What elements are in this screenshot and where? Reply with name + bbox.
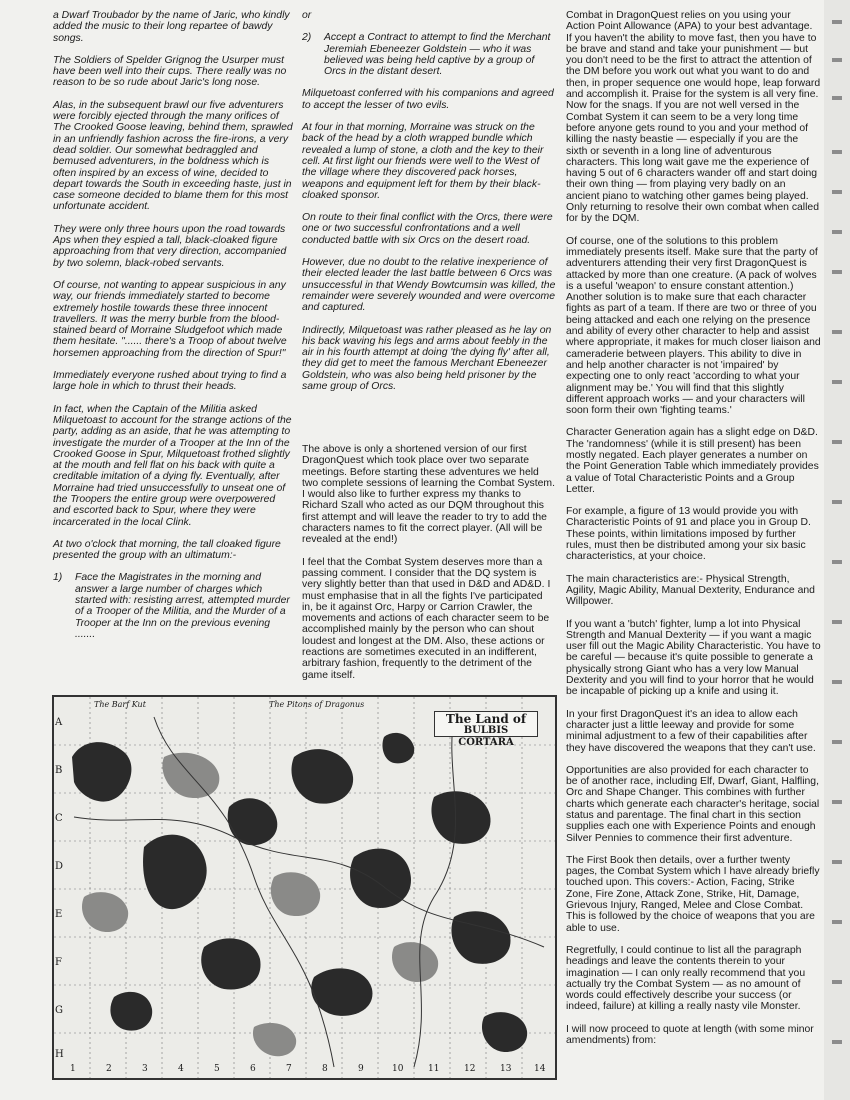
list-number: 1) [53,572,63,584]
paragraph: Regretfully, I could continue to list all the paragraph headings and leave the contents therein to your imagination — I can only really recommend that you actually try the Combat System — as no amount of words could effectively describe your success (or indeed, failure) at killing a really nasty vile Monster. [566,944,806,1013]
paragraph: They were only three hours upon the road towards Aps when they espied a tall, black-cloaked figure approaching from that very direction, accompanied by two solemn, black-robed servants. [53,223,287,269]
paragraph: Of course, not wanting to appear suspicious in any way, our friends immediately started to become extremely hostile towards these three innocent travellers. It was the merry burble from the blood-stained beard of Morraine Sludgefoot which made them hesitate. "...... there's a Troop of about twelve horsemen approaching from the direction of Spur!" [53,279,287,359]
paragraph: Milquetoast conferred with his companions and agreed to accept the lesser of two evils. [302,88,554,111]
map-title-line2: BULBIS CORTARA [458,725,514,748]
col-label: 7 [286,1064,292,1074]
paragraph: I feel that the Combat System deserves more than a passing comment. I consider that the DQ system is very slightly better than that used in D&D and AD&D. I must emphasise that in all the fights I've participated in, be it against Orc, Harpy or Carrion Crawler, the movements and actions of each character seem to be accomplished mainly by the person who can shout loudest and longest at the DM. Also, these actions or reactions are sometimes executed in an indifferent, arbitrary fashion, frequently to the detriment of the game itself. [302,556,551,681]
paragraph: At two o'clock that morning, the tall cloaked figure presented the group with an ultimatum:- [53,538,281,562]
col-label: 8 [322,1064,328,1074]
paragraph: The above is only a shortened version of our first DragonQuest which took place over two separate meetings. Before starting these adventures we held two complete sessions of learning the Combat System. I would also like to further express my thanks to Richard Szall who acted as our DQM throughout this first attempt and will leave the reader to try to add the characters names to fit the correct player. (All will be revealed at the end!) [302,444,555,546]
map-title-line1: The Land of [445,712,527,726]
paragraph: Immediately everyone rushed about trying to find a large hole in which to thrust their heads. [53,370,287,393]
row-label: H [55,1049,64,1060]
paragraph: Opportunities are also provided for each character to be of another race, including Elf, Dwarf, Giant, Halfling, Orc and Shape Changer. This combines with further charts which generate each character's heritage, social status and parentage. The final chart in this section supplies each one with Experience Points and enough Silver Pennies to commence their first adventure. [566,764,820,844]
list-number: 2) [302,32,312,44]
paragraph: At four in that morning, Morraine was struck on the back of the head by a cloth wrapped bundle which revealed a lump of stone, a cloth and the key to their cell. At first light our friends were well to the West of the village where they discovered pack horses, weapons and equipment left for them by their black-cloaked sponsor. [302,122,544,201]
list-item [53,572,293,640]
col-label: 12 [464,1064,476,1074]
row-label: B [55,765,63,776]
column-middle-review [302,444,556,692]
paragraph: In fact, when the Captain of the Militia asked Milquetoast to account for the strange actions of the party, adding as an aside, that he was attempting to investigate the murder of a Trooper at the Inn of the Crooked Goose in Spur, Milquetoast frothed slightly at the mouth and fell flat on his back with quite a creditable imitation of a dying fly. Eventually, after Morraine had tried unsuccessfully to unseat one of the Troopers the entire group were overpowered and escorted back to Spur, where they were incarcerated in the local Clink. [53,403,292,528]
col-label: 5 [214,1064,220,1074]
paragraph: Character Generation again has a slight edge on D&D. The 'randomness' (while it is still present) has been mostly negated. Each player generates a number on the Point Generation Table which immediately provides a value of Total Characteristic Points and a Group Letter. [566,427,819,495]
row-label: F [55,957,62,968]
paragraph: a Dwarf Troubador by the name of Jaric, who kindly added the music to their long repartee of bawdy songs. [53,10,290,44]
col-label: 9 [358,1064,364,1074]
paragraph: Indirectly, Milquetoast was rather pleased as he lay on his back waving his legs and arms about feebly in the air in his fourth attempt at doing 'the dying fly' after all, they did get to meet the famous Merchant Ebeneezer Goldstein, who was also being held prisoner by the same group of Orcs. [302,324,552,393]
paragraph: For example, a figure of 13 would provide you with Characteristic Points of 91 and place you in Group D. These points, within limitations imposed by further rules, must then be distributed among your six basic characteristics, at your choice. [566,506,811,563]
paragraph: I will now proceed to quote at length (with some minor amendments) from: [566,1023,814,1047]
row-label: D [55,861,64,872]
map-column-labels [54,1064,555,1076]
col-label: 10 [392,1064,404,1074]
col-label: 6 [250,1064,256,1074]
column-left [53,10,293,651]
paragraph: Alas, in the subsequent brawl our five adventurers were forcibly ejected through the many orifices of The Crooked Goose leaving, behind them, sprawled in an unfriendly fashion across the fire-irons, a very dead soldier. Our somewhat bedraggled and bemused adventurers, in the boldness which is often inspired by an excess of wine, decided to depart towards the South in exceeding haste, just in case someone decided to blame them for this most unfortunate accident. [53,99,293,213]
list-item [302,32,556,77]
row-label: C [55,813,63,824]
map-row-labels [53,697,67,1078]
paragraph: Combat in DragonQuest relies on you using your Action Point Allowance (APA) to your best advantage. If you haven't the ability to move fast, then you have to be brave and stand and take your punishment — but you don't need to be the first to attract the attention of the DM before you work out what you want to do and then, in proper sequence one would hope, leap forward and accomplish it. Praise for the system is all very fine. Now for the snags. If you are not well versed in the Combat System it can seem to be a very long time before anyone gets round to you and your method of killing the nasty beastie — especially if you are the sixth or seventh in a long line of adventurous characters. This long wait gave me the experience of having 5 out of 6 characters wander off and start doing their own thing — from playing very badly on an ancient piano to watching other games being played. Only returning to resolve their own combat when called for by the DQM. [566,10,821,225]
list-text: Face the Magistrates in the morning and answer a large number of charges which started with: resisting arrest, attempted murder of a Trooper of the Militia, and the Murder of a Trooper at the Inn on the previous evening ....... [75,572,290,640]
paragraph: The main characteristics are:- Physical Strength, Agility, Magic Ability, Manual Dexterity, Endurance and Willpower. [566,573,815,608]
map-title [434,711,538,748]
paragraph: In your first DragonQuest it's an idea to allow each character just a little leeway and provide for some minimal adjustment to a few of their capabilities after they have discovered the weapons that they can't use. [566,708,816,754]
list-text: Accept a Contract to attempt to find the Merchant Jeremiah Ebeneezer Goldstein — who it was believed was being held captive by a group of Orcs in the distant desert. [324,32,551,78]
paragraph: Of course, one of the solutions to this problem immediately presents itself. Make sure that the party of adventurers attending their very first DragonQuest is attacked by more than one creature. (A pack of wolves is a useful 'weapon' to ensure constant attention.) Another solution is to make sure that each character fights as part of a team. If there are two or three of you being attacked and each one relying on the presence and ability of every other character to help and assist where appropriate, it makes for much closer liaison and cameraderie between players. This ability to dive in and help another character is not 'impaired' by expecting one to only react 'according to what your alignment may be.' You will find that this slightly different approach works — and your characters will soon form their own 'fighting teams.' [566,235,821,417]
map-illustration [52,695,557,1080]
map-label-top-left: The Barf Kut [94,700,146,709]
paragraph: However, due no doubt to the relative inexperience of their elected leader the last battle between 6 Orcs was unsuccessful in that Wendy Bowtcumsin was killed, the remainder were severely wounded and were overcome and captured. [302,257,556,314]
column-right [566,10,821,1057]
paragraph: The First Book then details, over a further twenty pages, the Combat System which I have already briefly touched upon. This covers:- Action, Facing, Strike Zone, Fire Zone, Attack Zone, Strike, Hit, Damage, Grievous Injury, Ranged, Melee and Close Combat. This is followed by the choice of weapons that you are able to use. [566,854,820,934]
col-label: 14 [534,1064,546,1074]
paragraph: On route to their final conflict with the Orcs, there were one or two successful confrontations and a well conducted battle with six Orcs on the desert road. [302,212,553,246]
col-label: 2 [106,1064,112,1074]
paragraph: or [302,10,312,21]
map-drawing [54,697,555,1078]
map-label-top-middle: The Pitons of Dragonus [269,700,365,709]
col-label: 4 [178,1064,184,1074]
row-label: A [55,717,63,728]
col-label: 11 [428,1064,440,1074]
row-label: G [55,1005,63,1016]
col-label: 3 [142,1064,148,1074]
col-label: 13 [500,1064,512,1074]
col-label: 1 [70,1064,76,1074]
column-middle [302,10,556,403]
row-label: E [55,909,63,920]
paragraph: If you want a 'butch' fighter, lump a lot into Physical Strength and Manual Dexterity — if you want a magic user fill out the Magic Ability Characteristic. You have to be careful — because it's quite possible to generate a physically strong Giant who has a very low Manual Dexterity and you will find to your horror that he would be incapable of picking up a knife and using it. [566,618,821,698]
paragraph: The Soldiers of Spelder Grignog the Usurper must have been well into their cups. There really was no reason to be so rude about Jaric's long nose. [53,54,287,89]
facing-page-edge [824,0,850,1100]
